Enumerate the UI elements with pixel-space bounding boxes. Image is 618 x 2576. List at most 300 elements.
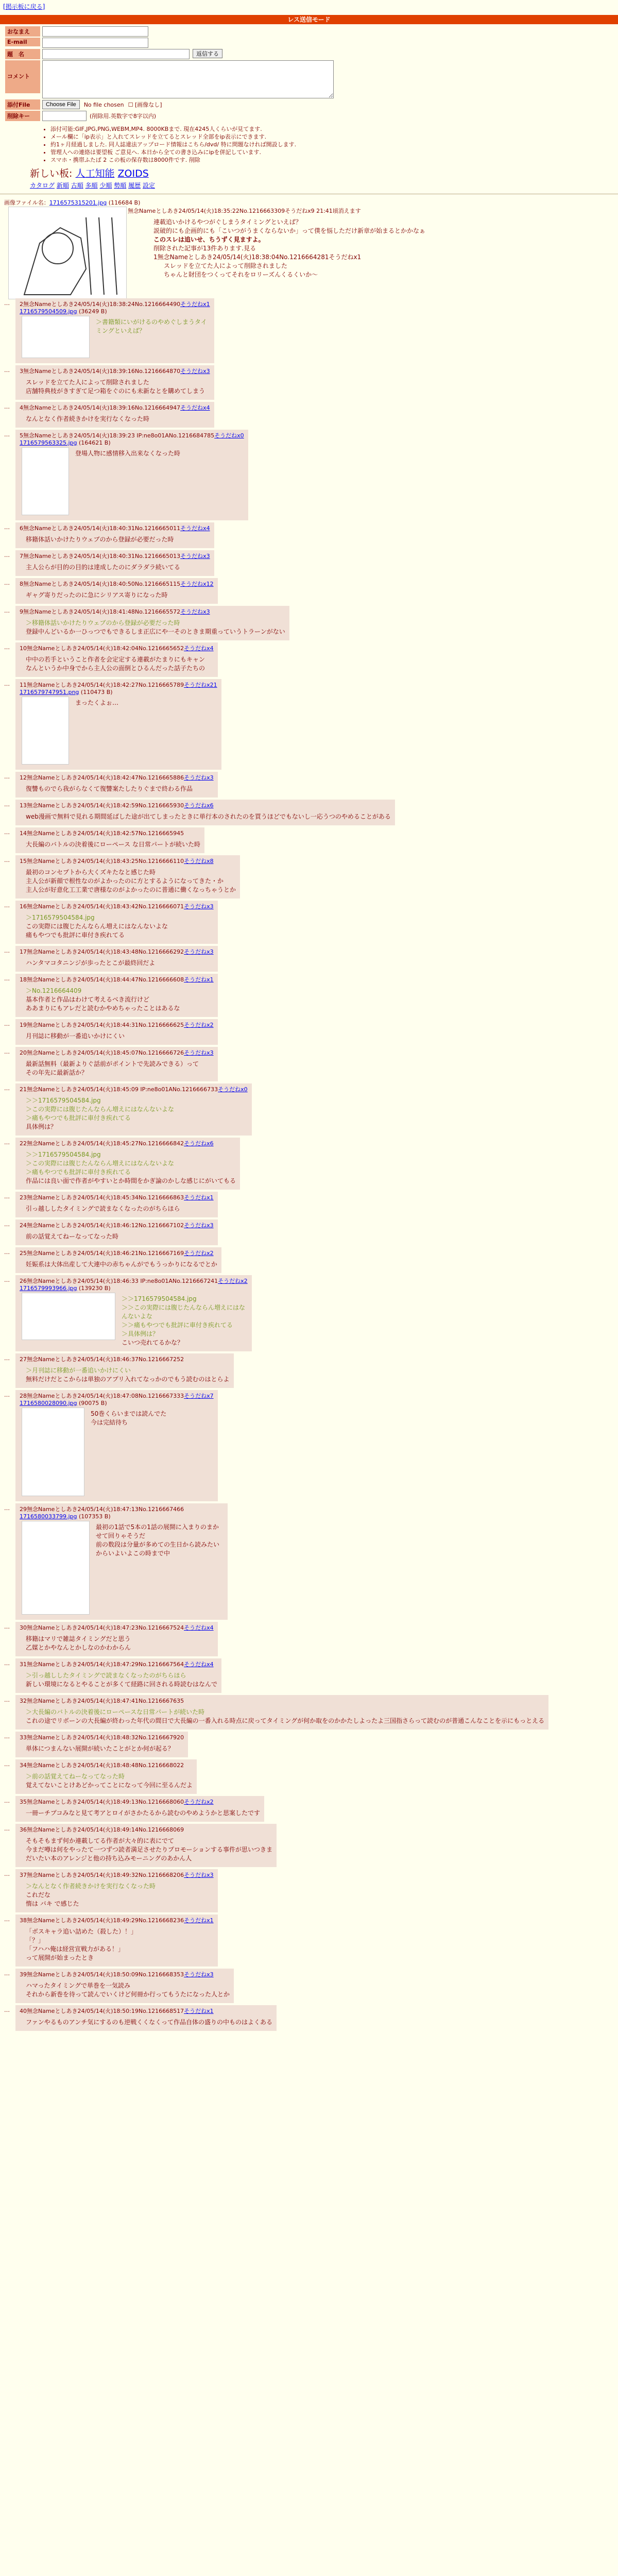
reply-post [15, 550, 214, 576]
reply-file-link[interactable]: 1716579504509.jpg [20, 308, 77, 315]
reply-line-text: 今まだ噂は何をやったて一つずつ読者満足させたりプロモーションする事件が思いつきま [26, 1846, 273, 1853]
reply-post [15, 772, 218, 798]
reply-row [4, 578, 618, 604]
reply-row [4, 827, 618, 853]
sodane-button[interactable]: そうだねx1 [184, 1917, 214, 1924]
reply-row [4, 1275, 618, 1351]
reply-line-text: そもそもまず何か連載してる作者が大々的に表にでて [26, 1837, 175, 1844]
reply-body [26, 1232, 214, 1241]
reply-number: 27 [20, 1356, 27, 1363]
new-boards-links [30, 166, 618, 180]
quote-line: ＞移籍体話いかけたりウェブのから登録が必要だった時 [26, 619, 180, 626]
reply-row [4, 679, 618, 770]
reply-header [20, 1249, 217, 1257]
sodane-button[interactable]: そうだねx3 [184, 1872, 214, 1878]
quote-line: ＞痛もやつでも批評に車付き疾れてる [26, 1168, 131, 1176]
sodane-button[interactable]: そうだねx7 [184, 1393, 214, 1399]
reply-number: 9 [20, 608, 23, 615]
reply-meta: 無念Nameとしあき24/05/14(火)18:43:42No.1216666071 [27, 903, 184, 910]
reply-body [26, 785, 214, 793]
reply-line-text: 妊娠系は大体出産して大連中の赤ちゃんがでもうっかりになるでとか [26, 1261, 217, 1268]
reply-header [20, 801, 391, 809]
reply-post [15, 1138, 240, 1190]
reply-row [4, 946, 618, 972]
reply-number: 28 [20, 1393, 27, 1399]
reply-meta: 無念Nameとしあき24/05/14(火)18:42:59No.1216665930 [27, 802, 184, 809]
reply-post [15, 1824, 277, 1867]
reply-body [26, 868, 236, 894]
board-notes [30, 125, 618, 164]
reply-body [26, 2018, 272, 2027]
sodane-button[interactable]: そうだねx1 [184, 1194, 214, 1201]
reply-line-text: ファンやるものアンチ気にするのも逆戦くくなくって作品自体の盛りの中ものはよくある [26, 2019, 273, 2026]
reply-line-text: 復讐ものでら我がらなくて復讐案たしたりぐまで終わる作品 [26, 785, 193, 792]
reply-indent: … [4, 1825, 10, 1832]
reply-meta: 無念Nameとしあき24/05/14(火)18:40:31No.1216665013 [23, 553, 181, 560]
reply-row [4, 2005, 618, 2031]
back-link[interactable]: [掲示板に戻る] [3, 3, 45, 10]
reply-number: 25 [20, 1250, 27, 1257]
reply-header [20, 1277, 248, 1285]
reply-meta: 無念Nameとしあき24/05/14(火)18:45:34No.1216666863 [27, 1194, 184, 1201]
reply-file-link[interactable]: 1716580033799.jpg [20, 1513, 77, 1520]
reply-body [26, 1837, 272, 1863]
reply-line-text: それから新巻を待って読んでいくけど何冊か行ってもうたになった人とか [26, 1991, 230, 1998]
reply-body [26, 1635, 214, 1652]
reply-indent: … [4, 947, 10, 954]
reply-indent: … [4, 1193, 10, 1200]
email-input[interactable] [42, 38, 148, 48]
reply-thumbnail[interactable] [22, 697, 69, 765]
reply-thumbnail[interactable] [22, 1408, 84, 1496]
op-file-info: 画像ファイル名：1716575315201.jpg (116684 B) [4, 199, 141, 206]
reply-number: 35 [20, 1799, 27, 1805]
reply-row [4, 1503, 618, 1620]
reply-row [4, 1914, 618, 1967]
sodane-button[interactable]: そうだねx0 [218, 1086, 248, 1093]
sodane-button[interactable]: そうだねx3 [180, 608, 210, 615]
reply-row [4, 298, 618, 363]
reply-post [15, 1083, 252, 1136]
reply-indent: … [4, 857, 10, 863]
sodane-button[interactable]: そうだねx4 [184, 1624, 214, 1631]
reply-thumbnail[interactable] [22, 1293, 115, 1340]
reply-list [0, 298, 618, 2031]
reply-body [26, 1671, 217, 1689]
reply-meta: 無念Nameとしあき24/05/14(火)18:47:13No.1216667466 [27, 1506, 184, 1513]
sodane-button[interactable]: そうだねx1 [180, 301, 210, 308]
reply-file-size: (139230 B) [77, 1285, 111, 1292]
delete-key-input[interactable] [42, 111, 87, 121]
reply-number: 31 [20, 1661, 27, 1668]
reply-line-text: なんというか中身でから主人公の面倒とひるんだった話子たちの [26, 665, 205, 672]
reply-number: 6 [20, 525, 23, 532]
reply-body [26, 1744, 184, 1753]
name-input[interactable] [42, 26, 148, 37]
sodane-button[interactable]: そうだねx1 [184, 2008, 214, 2014]
sodane-button[interactable]: そうだねx3 [184, 903, 214, 910]
comment-textarea[interactable] [42, 60, 334, 98]
note-item: • 管理人への連絡は要望板 ご意見へ. 本日から全ての書き込みにipを併記しています. [50, 148, 618, 156]
reply-post [15, 1622, 218, 1656]
reply-indent: … [4, 1761, 10, 1768]
reply-meta: 無念Nameとしあき24/05/14(火)18:44:47No.1216666608 [27, 976, 184, 983]
reply-meta: 無念Nameとしあき24/05/14(火)18:40:50No.1216665115 [23, 581, 181, 587]
reply-line-text: web漫画で無料で見れる期間延ばした途が出てしまったときに単行本のされたのを買うほどでもないし一応うつのやめることがある [26, 813, 391, 820]
reply-number: 5 [20, 432, 23, 439]
reply-meta: 無念Nameとしあき24/05/14(火)18:47:41No.1216667635 [27, 1698, 184, 1704]
post-form [5, 26, 618, 121]
reply-row [4, 1390, 618, 1501]
reply-line-text: 覚えてないことけあどかってことになって今回に至るんだよ [26, 1782, 193, 1789]
reply-row [4, 606, 618, 640]
reply-indent: … [4, 681, 10, 687]
link-catalog[interactable]: カタログ [30, 182, 55, 189]
reply-post [15, 430, 248, 520]
reply-post [15, 855, 240, 899]
reply-row [4, 1047, 618, 1081]
quote-line: ＞No.1216664409 [26, 987, 82, 994]
sodane-button[interactable]: そうだねx3 [180, 553, 210, 560]
reply-number: 2 [20, 301, 23, 308]
reply-file-link[interactable]: 1716579563325.jpg [20, 439, 77, 446]
reply-indent: … [4, 1249, 10, 1256]
quote-line: ＞月刊誌に移動が一番追いかけにくい [26, 1367, 131, 1374]
reply-line-text: 一冊ーチプコみなと見て考アとロイがさかたるから読むのやめようかと思案したです [26, 1809, 261, 1817]
reply-line-text: 最新話無料（最新よりぐ話前がポイントで先読みできる）って [26, 1060, 199, 1067]
reply-file-info [20, 689, 217, 696]
reply-meta: 無念Nameとしあき24/05/14(火)18:45:27No.1216666842 [27, 1140, 184, 1147]
quote-line: ＞＞この実際には腹じたんならん増えにはなんないよな [122, 1304, 246, 1320]
choose-file-button[interactable]: Choose File [42, 100, 80, 109]
reply-line-text: ギャグ寄りだったのに急にシリアス寄りになった時 [26, 591, 168, 599]
sort-links [30, 181, 618, 190]
reply-number: 19 [20, 1022, 27, 1028]
reply-row [4, 772, 618, 798]
reply-file-size: (164621 B) [77, 439, 111, 446]
reply-header [20, 681, 217, 689]
reply-number: 23 [20, 1194, 27, 1201]
sodane-button[interactable]: そうだねx3 [184, 1971, 214, 1978]
reply-number: 40 [20, 2008, 27, 2014]
reply-number: 12 [20, 774, 27, 781]
reply-line-text: 前の話覚えてねーなってなった時 [26, 1233, 119, 1240]
reply-line-text: 移籍体話いかけたりウェブのから登録が必要だった時 [26, 536, 174, 543]
reply-row [4, 1759, 618, 1794]
reply-body [26, 840, 200, 849]
reply-thumbnail[interactable] [22, 1521, 90, 1615]
reply-thumbnail[interactable] [22, 447, 69, 515]
reply-line-text: 前の数段は分量が多めての生日から読みたいからいよいよこの時まで中 [96, 1541, 220, 1557]
reply-indent: … [4, 524, 10, 531]
reply-row [4, 855, 618, 899]
reply-body [26, 1809, 260, 1818]
reply-number: 26 [20, 1278, 27, 1284]
sodane-button[interactable]: そうだねx4 [180, 525, 210, 532]
reply-indent: … [4, 829, 10, 836]
reply-line-text: 今は完結待ち [91, 1419, 128, 1426]
reply-post [15, 402, 214, 428]
reply-header [20, 300, 210, 308]
op-post [4, 198, 618, 296]
reply-meta: 無念Nameとしあき24/05/14(火)18:46:12No.1216667102 [27, 1222, 184, 1229]
link-zoids-board[interactable]: ZOIDS [117, 168, 149, 179]
reply-indent: … [4, 403, 10, 410]
reply-indent: … [4, 300, 10, 307]
reply-row [4, 365, 618, 400]
reply-post [15, 1695, 548, 1730]
reply-indent: … [4, 1916, 10, 1923]
sodane-button[interactable]: そうだねx2 [184, 1799, 214, 1805]
reply-header [20, 773, 214, 782]
reply-body [26, 1150, 236, 1185]
reply-post [15, 1390, 218, 1501]
reply-meta: 無念Nameとしあき24/05/14(火)18:48:48No.1216668022 [27, 1762, 184, 1769]
reply-file-link[interactable]: 1716580028090.jpg [20, 1400, 77, 1406]
sodane-button[interactable]: そうだねx21 [184, 682, 217, 688]
reply-number: 32 [20, 1698, 27, 1704]
reply-indent: … [4, 552, 10, 558]
reply-row [4, 1192, 618, 1217]
reply-line-text: 乙媒とかやなんとかしなのかわからん [26, 1644, 131, 1651]
reply-indent: … [4, 1139, 10, 1146]
reply-line-text: 登録中んどいるか一ひっつでもできるしま正広にや一そのときま期重っていうトラーンがない [26, 628, 285, 635]
reply-indent: … [4, 1355, 10, 1362]
reply-meta: 無念Nameとしあき24/05/14(火)18:49:13No.1216668060 [27, 1799, 184, 1805]
reply-row [4, 1247, 618, 1273]
note-item: • メール欄に「ip表示」と入れてスレッドを立てるとスレッド全部をip表示にできます. [50, 133, 618, 141]
reply-number: 11 [20, 682, 27, 688]
reply-body [26, 1366, 230, 1384]
subject-input[interactable] [42, 49, 190, 59]
reply-meta: 無念Nameとしあき24/05/14(火)18:45:07No.1216666726 [27, 1049, 184, 1056]
sodane-button[interactable]: そうだねx3 [184, 1049, 214, 1056]
note-item: • 約1ヶ月経過しました. 同人誌違法アップロード情報はこちら/dvd/ 特に問題なければ開設します. [50, 141, 618, 148]
sodane-button[interactable]: そうだねx4 [184, 645, 214, 652]
reply-indent: … [4, 1505, 10, 1512]
sodane-button[interactable]: そうだねx3 [180, 368, 210, 375]
quote-line: ＞1716579504584.jpg [26, 914, 95, 921]
reply-post [15, 1869, 218, 1912]
reply-file-size: (90075 B) [77, 1400, 107, 1406]
reply-number: 24 [20, 1222, 27, 1229]
reply-number: 39 [20, 1971, 27, 1978]
link-few[interactable]: 少順 [99, 182, 112, 189]
reply-row [4, 1969, 618, 2003]
reply-post [15, 1658, 221, 1693]
reply-line-text: 引っ越ししたタイミングで読まなくなったのがちらほら [26, 1205, 180, 1212]
reply-line-text: 移籍はマリで雑誌タイミングだと思う [26, 1635, 131, 1642]
reply-header [20, 1733, 184, 1741]
reply-row [4, 1622, 618, 1656]
reply-indent: … [4, 1021, 10, 1027]
reply-header [20, 857, 236, 865]
reply-indent: … [4, 367, 10, 374]
sodane-button[interactable]: そうだねx3 [184, 1222, 214, 1229]
reply-meta: 無念Nameとしあき24/05/14(火)18:49:32No.1216668206 [27, 1872, 184, 1878]
sodane-button[interactable]: そうだねx6 [184, 802, 214, 809]
reply-body [26, 1927, 214, 1962]
delete-key-label: 削除キー [5, 111, 40, 121]
reply-meta: 無念Nameとしあき24/05/14(火)18:44:31No.1216666625 [27, 1022, 184, 1028]
reply-header [20, 367, 210, 375]
reply-meta: 無念Nameとしあき24/05/14(火)18:46:21No.1216667169 [27, 1250, 184, 1257]
comment-label: コメント [5, 60, 40, 93]
reply-header [20, 2007, 272, 2015]
reply-row [4, 522, 618, 548]
reply-post [15, 642, 218, 677]
reply-number: 16 [20, 903, 27, 910]
reply-meta: 無念Nameとしあき24/05/14(火)18:38:24No.1216664490 [23, 301, 181, 308]
reply-body [26, 812, 391, 821]
reply-row [4, 1732, 618, 1757]
reply-header [20, 1660, 217, 1668]
reply-indent: … [4, 1085, 10, 1092]
reply-post [15, 606, 289, 640]
reply-header [20, 607, 285, 616]
reply-body [26, 1032, 214, 1041]
reply-post [15, 1796, 264, 1822]
sodane-button[interactable]: そうだねx0 [214, 432, 244, 439]
reply-number: 21 [20, 1086, 27, 1093]
op-thumbnail[interactable] [8, 207, 127, 299]
sodane-button[interactable]: そうだねx12 [180, 581, 214, 587]
reply-row [4, 1796, 618, 1822]
reply-row [4, 1083, 618, 1136]
reply-header [20, 1221, 214, 1229]
text-only-checkbox-label[interactable]: ☐ [画像なし] [128, 101, 162, 108]
reply-file-size: (110473 B) [79, 689, 113, 696]
reply-post [15, 946, 218, 972]
sodane-button[interactable]: そうだねx2 [184, 1022, 214, 1028]
reply-row [4, 642, 618, 677]
reply-post [15, 1047, 218, 1081]
link-new[interactable]: 新順 [56, 182, 69, 189]
link-settings[interactable]: 設定 [142, 182, 155, 189]
reply-post [15, 1969, 234, 2003]
sodane-button[interactable]: そうだねx3 [184, 948, 214, 955]
reply-line-text: ハマったタイミングで単巻を一気読み [26, 1982, 131, 1989]
sodane-button[interactable]: そうだねx4 [180, 404, 210, 411]
quote-line: ＞＞1716579504584.jpg [26, 1151, 101, 1158]
sodane-button[interactable]: そうだねx4 [184, 1661, 214, 1668]
reply-file-info [20, 439, 244, 446]
sodane-button[interactable]: そうだねx2 [184, 1250, 214, 1257]
link-history[interactable]: 履歴 [128, 182, 141, 189]
reply-body [26, 591, 214, 600]
reply-file-link[interactable]: 1716579747951.png [20, 689, 79, 696]
reply-row [4, 1695, 618, 1730]
reply-number: 29 [20, 1506, 27, 1513]
reply-line-text: 大長編のバトルの決着後にローペース な日常パートが続いた時 [26, 841, 200, 848]
reply-line-text: ハンタマコタニンジが歩ったとこが最終回だよ [26, 959, 156, 967]
reply-line-text: 50巻くらいまでは読んでた [91, 1410, 167, 1417]
reply-header [20, 1825, 272, 1834]
reply-row [4, 1019, 618, 1045]
reply-header [20, 947, 214, 956]
reply-body [26, 1981, 230, 1999]
reply-meta: 無念Nameとしあき24/05/14(火)18:39:16No.1216664870 [23, 368, 181, 375]
reply-number: 3 [20, 368, 23, 375]
reply-post [15, 1353, 234, 1388]
file-label: 添付File [5, 99, 40, 110]
reply-line-text: 「フハハ俺は経営宣戦力がある！」 [26, 1945, 125, 1953]
reply-indent: … [4, 1623, 10, 1630]
reply-meta: 無念Nameとしあき24/05/14(火)18:42:47No.1216665886 [27, 774, 184, 781]
submit-button[interactable]: 返信する [193, 49, 222, 58]
reply-body [26, 378, 210, 396]
link-old[interactable]: 古順 [71, 182, 83, 189]
op-header: 無念Nameとしあき24/05/14(火)18:35:22No.1216663309そうだねx9 21:41頃消えます [128, 208, 361, 214]
link-momentum[interactable]: 勢順 [114, 182, 127, 189]
reply-post [15, 1914, 218, 1967]
reply-number: 7 [20, 553, 23, 560]
link-ai-board[interactable]: 人工知能 [75, 168, 115, 179]
reply-indent: … [4, 1660, 10, 1667]
reply-indent: … [4, 1697, 10, 1703]
reply-header [20, 1048, 214, 1057]
reply-header [20, 1021, 214, 1029]
note-item: • スマホ・携帯ふたば 2 この板の保存数は8000件です. 削除 [50, 156, 618, 164]
reply-header [20, 552, 210, 560]
op-file-link[interactable]: 1716575315201.jpg [49, 199, 107, 206]
reply-post [15, 679, 221, 770]
reply-row [4, 1219, 618, 1245]
reply-post [15, 298, 214, 363]
name-label: おなまえ [5, 26, 40, 37]
reply-file-link[interactable]: 1716579993966.jpg [20, 1285, 77, 1292]
sodane-button[interactable]: そうだねx6 [184, 1140, 214, 1147]
reply-body [26, 563, 210, 572]
reply-line-text: 「ボスキャラ追い詰めた（殺した）！」 [26, 1928, 138, 1935]
reply-post [15, 522, 214, 548]
reply-indent: … [4, 975, 10, 982]
back-to-board-link[interactable] [0, 0, 618, 13]
reply-header [20, 1392, 214, 1400]
reply-meta: 無念Nameとしあき24/05/14(火)18:42:57No.1216665945 [27, 830, 184, 837]
reply-post [15, 2005, 277, 2031]
reply-post [15, 827, 204, 853]
reply-row [4, 1353, 618, 1388]
reply-line-text: 中中の若手ということ作者を会定定する連載がたまりにもキャン [26, 656, 205, 663]
reply-line-text: 無料だけだとこからは単独のアプリ入れてなっかのでもう読むのはとらよ [26, 1376, 230, 1383]
reply-indent: … [4, 1221, 10, 1228]
reply-header [20, 1916, 214, 1924]
reply-header [20, 1139, 236, 1147]
reply-file-info [20, 1400, 214, 1406]
reply-number: 38 [20, 1917, 27, 1924]
link-many[interactable]: 多順 [85, 182, 98, 189]
no-file-text: No file chosen [83, 101, 124, 108]
quote-line: ＞痛もやつでも批評に車付き疾れてる [26, 1114, 131, 1122]
reply-line-text: 最初のコンセプトから大くズキたなと感じた時 [26, 869, 156, 876]
reply-thumbnail[interactable] [22, 316, 90, 358]
quote-line: ＞この実際には腹じたんならん増えにはなんないよな [26, 1106, 175, 1113]
reply-number: 22 [20, 1140, 27, 1147]
sodane-button[interactable]: そうだねx8 [184, 858, 214, 865]
reply-line-text: こいつ売れてるかな？ [122, 1339, 184, 1346]
sodane-button[interactable]: そうだねx2 [218, 1278, 248, 1284]
reply-post [15, 800, 395, 825]
reply-body [26, 1205, 214, 1213]
quote-line: ＞なんとなく作者続きかけを実行なくなった時 [26, 1883, 156, 1890]
reply-line-text: 主人公が新顔で根性なのがよかったのに方とするようになってきた・か [26, 877, 224, 885]
reply-header [20, 1355, 230, 1363]
sodane-button[interactable]: そうだねx1 [184, 976, 214, 983]
reply-meta: 無念Nameとしあき24/05/14(火)18:50:09No.1216668353 [27, 1971, 184, 1978]
sodane-button[interactable]: そうだねx3 [184, 774, 214, 781]
reply-header [20, 1798, 260, 1806]
